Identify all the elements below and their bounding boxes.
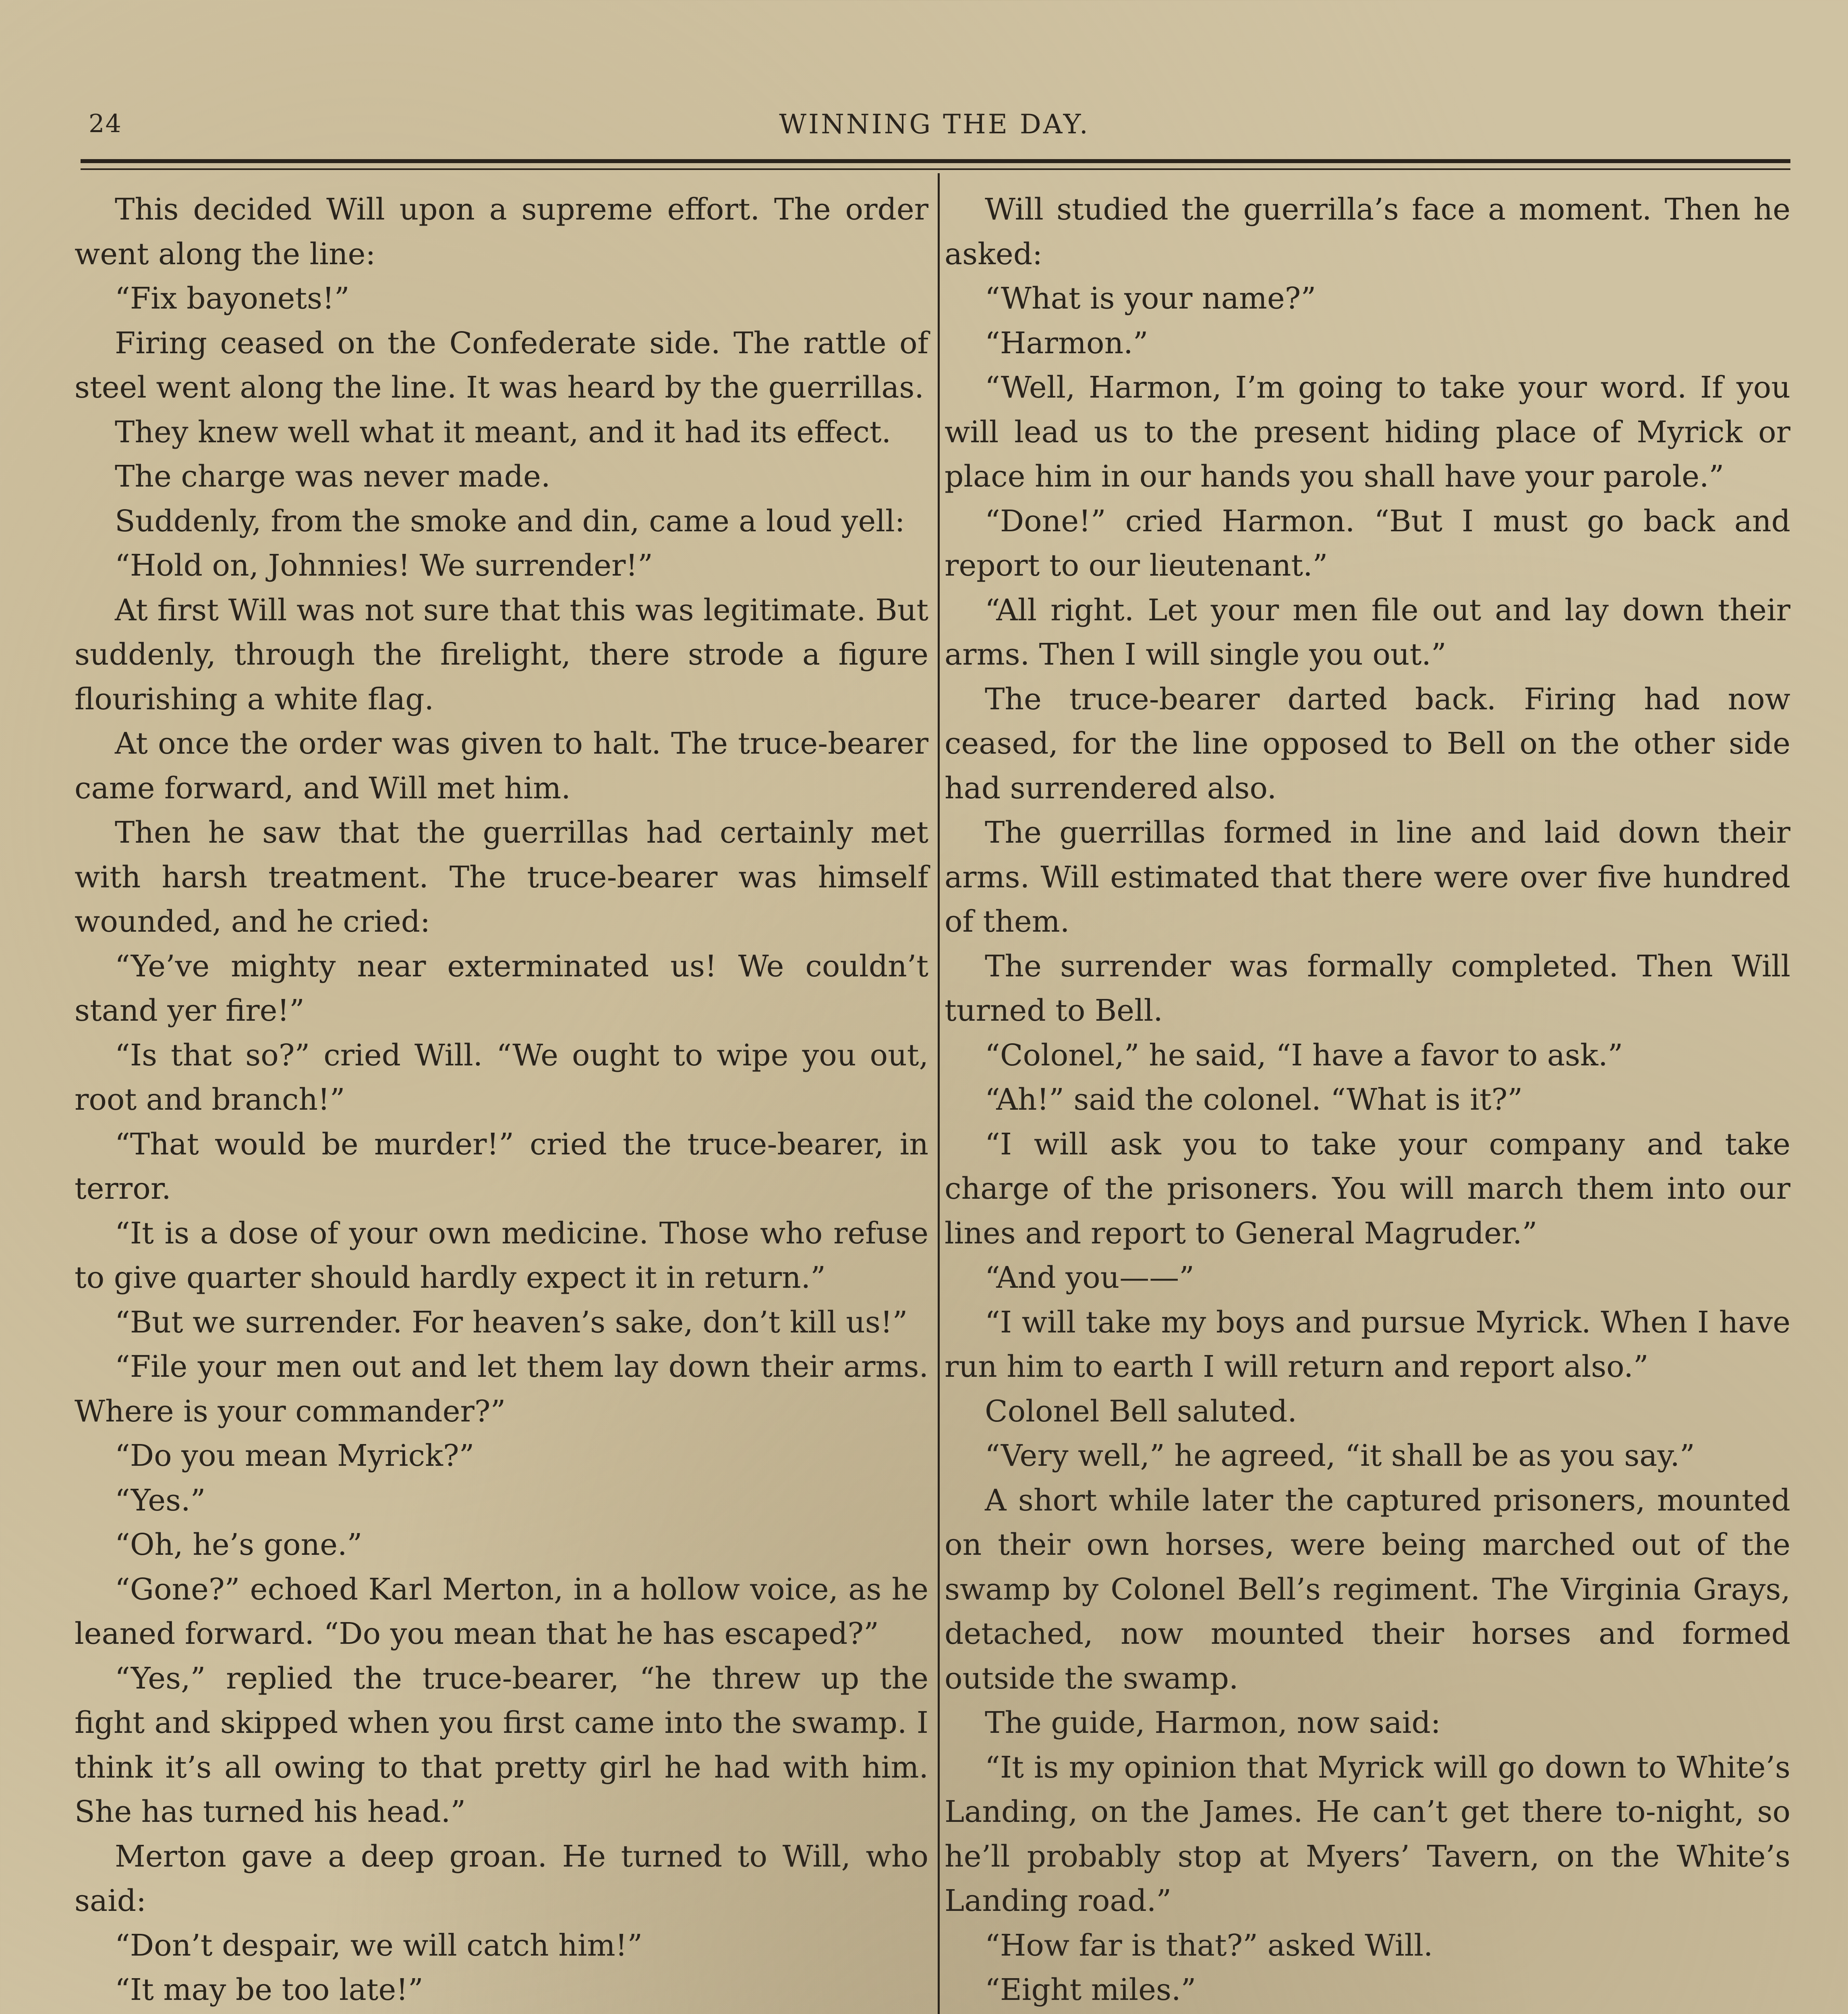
paragraph: At once the order was given to halt. The truce-bearer came forward, and Will met him. [75,726,928,806]
paragraph: “Harmon.” [985,325,1148,361]
paragraph: Merton gave a deep groan. He turned to Will, who said: [75,1839,928,1918]
paragraph: Firing ceased on the Confederate side. The rattle of steel went along the line. It was heard by the guerrillas. [75,325,928,405]
column-divider [938,173,940,2014]
paragraph: “But we surrender. For heaven’s sake, don’t kill us!” [115,1305,908,1340]
paragraph: “And you——” [985,1260,1195,1295]
paragraph: The guerrillas formed in line and laid down their arms. Will estimated that there were over five hundred of them. [945,815,1790,939]
paragraph: “I will ask you to take your company and take charge of the prisoners. You will march them into our lines and report to General Magruder.” [945,1127,1790,1251]
paragraph: “Oh, he’s gone.” [115,1527,363,1562]
paragraph: The charge was never made. [115,459,551,494]
paragraph: Then he saw that the guerrillas had certainly met with harsh treatment. The truce-bearer was himself wounded, and he cried: [75,815,928,939]
paragraph: “Fix bayonets!” [115,281,350,316]
header-rule-thick [81,159,1790,163]
paragraph: Will studied the guerrilla’s face a moment. Then he asked: [945,192,1790,271]
page-number: 24 [89,109,122,138]
right-text-column [945,187,1790,2014]
paragraph: “Yes.” [115,1483,206,1518]
paragraph: “It is my opinion that Myrick will go down to White’s Landing, on the James. He can’t get there to-night, so he’ll probably stop at Myers’ Tavern, on the White’s Landing road.” [945,1750,1790,1918]
paragraph: “All right. Let your men file out and lay down their arms. Then I will single you out.” [945,593,1790,672]
paragraph: “Very well,” he agreed, “it shall be as you say.” [985,1438,1695,1473]
paragraph: “Yes,” replied the truce-bearer, “he threw up the fight and skipped when you first came into the swamp. I think it’s all owing to that pretty girl he had with him. She has turned his head.” [75,1661,928,1829]
paragraph: “What is your name?” [985,281,1316,316]
paragraph [75,2012,928,2014]
paragraph: “Well, Harmon, I’m going to take your word. If you will lead us to the present hiding place of Myrick or place him in our hands you shall have your parole.” [945,370,1790,494]
paragraph: “Hold on, Johnnies! We surrender!” [115,548,653,583]
paragraph: “Eight miles.” [985,1973,1196,2007]
paragraph: “Done!” cried Harmon. “But I must go back and report to our lieutenant.” [945,504,1790,583]
paragraph: “Ah!” said the colonel. “What is it?” [985,1082,1523,1117]
paragraph: Colonel Bell saluted. [985,1394,1297,1429]
paragraph: The guide, Harmon, now said: [985,1705,1441,1740]
paragraph: “Do you mean Myrick?” [115,1438,474,1473]
paragraph: “It is a dose of your own medicine. Those who refuse to give quarter should hardly expect it in return.” [75,1216,928,1295]
running-title: WINNING THE DAY. [779,109,1090,140]
paragraph: At first Will was not sure that this was legitimate. But suddenly, through the firelight, there strode a figure flourishing a white flag. [75,593,928,717]
paragraph: Suddenly, from the smoke and din, came a loud yell: [115,504,905,539]
paragraph: The truce-bearer darted back. Firing had now ceased, for the line opposed to Bell on the other side had surrendered also. [945,682,1790,806]
paragraph: They knew well what it meant, and it had its effect. [115,414,891,450]
paragraph: “File your men out and let them lay down their arms. Where is your commander?” [75,1349,928,1429]
paragraph [945,2012,1790,2014]
paragraph: “That would be murder!” cried the truce-bearer, in terror. [75,1127,928,1206]
paragraph: A short while later the captured prisoners, mounted on their own horses, were being marched out of the swamp by Colonel Bell’s regiment. The Virginia Grays, detached, now mounted their horses and formed outside the swamp. [945,1483,1790,1696]
paragraph: “It may be too late!” [115,1973,423,2007]
paragraph: “Colonel,” he said, “I have a favor to ask.” [985,1038,1623,1073]
paragraph: “Is that so?” cried Will. “We ought to wipe you out, root and branch!” [75,1038,928,1117]
page-header [81,101,1788,145]
paragraph: The surrender was formally completed. Then Will turned to Bell. [945,949,1790,1028]
paragraph: “Gone?” echoed Karl Merton, in a hollow voice, as he leaned forward. “Do you mean that he has escaped?” [75,1572,928,1651]
header-rule-thin [81,168,1790,170]
paragraph: “Don’t despair, we will catch him!” [115,1928,643,1963]
paragraph: “How far is that?” asked Will. [985,1928,1433,1963]
paragraph: “I will take my boys and pursue Myrick. When I have run him to earth I will return and report also.” [945,1305,1790,1384]
left-text-column [75,187,928,2014]
paragraph: “Ye’ve mighty near exterminated us! We couldn’t stand yer fire!” [75,949,928,1028]
paragraph: This decided Will upon a supreme effort. The order went along the line: [75,192,928,271]
